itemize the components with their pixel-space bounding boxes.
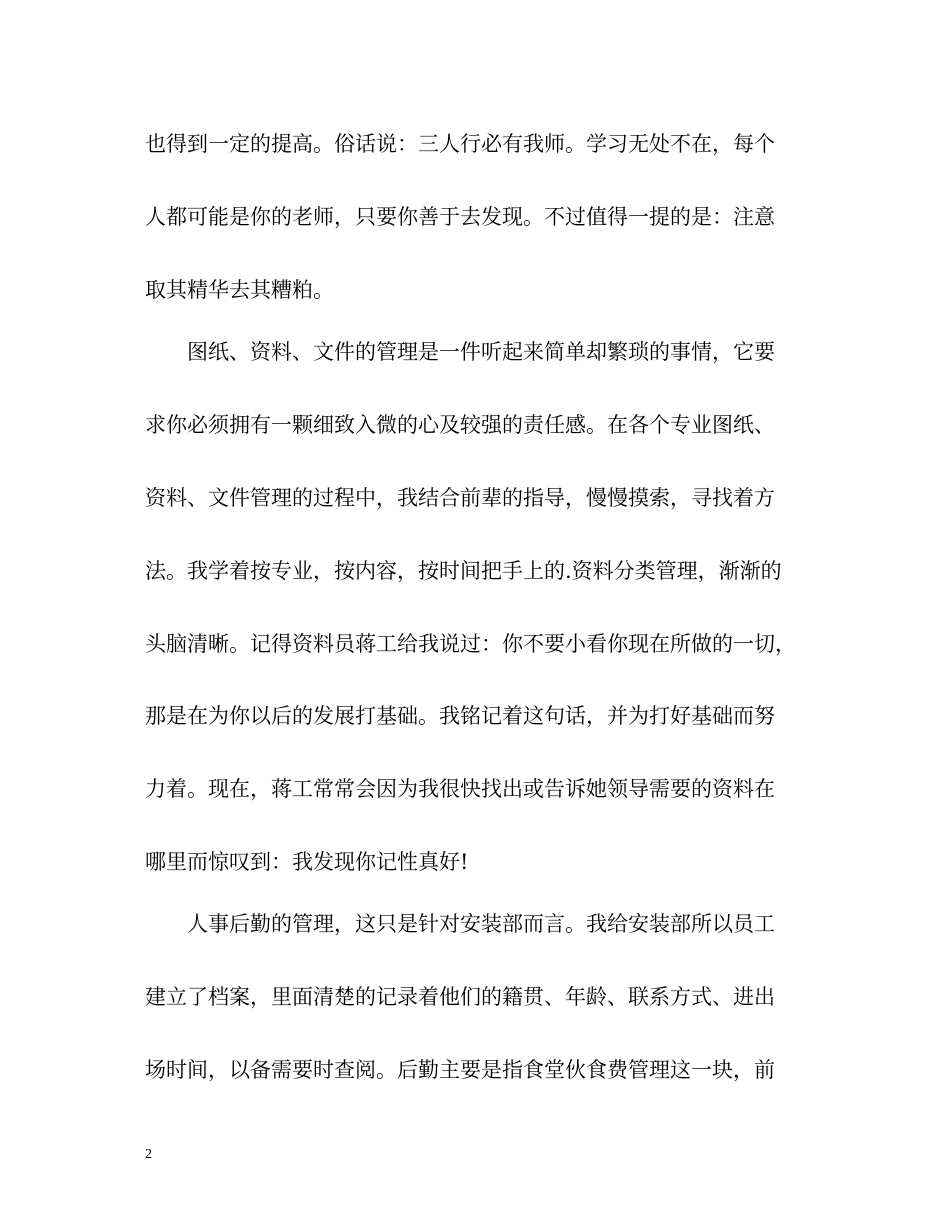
text-line: 求你必须拥有一颗细致入微的心及较强的责任感。在各个专业图纸、 [145, 413, 775, 437]
text-line: 场时间，以备需要时查阅。后勤主要是指食堂伙食费管理这一块，前 [145, 1058, 775, 1082]
text-line: 取其精华去其糟粕。 [145, 278, 334, 302]
text-line: 哪里而惊叹到：我发现你记性真好! [145, 850, 469, 874]
text-line: 那是在为你以后的发展打基础。我铭记着这句话，并为打好基础而努 [145, 704, 775, 728]
paragraph-first-line: 图纸、资料、文件的管理是一件听起来简单却繁琐的事情，它要 [187, 340, 775, 364]
page-number: 2 [145, 1147, 152, 1162]
text-line: 人都可能是你的老师，只要你善于去发现。不过值得一提的是：注意 [145, 205, 775, 229]
paragraph-first-line: 人事后勤的管理，这只是针对安装部而言。我给安装部所以员工 [187, 912, 775, 936]
text-line: 建立了档案，里面清楚的记录着他们的籍贯、年龄、联系方式、进出 [145, 985, 775, 1009]
text-line: 力着。现在，蒋工常常会因为我很快找出或告诉她领导需要的资料在 [145, 777, 775, 801]
text-line: 法。我学着按专业，按内容，按时间把手上的.资料分类管理，渐渐的 [145, 559, 782, 583]
text-line: 头脑清晰。记得资料员蒋工给我说过：你不要小看你现在所做的一切， [145, 632, 796, 656]
text-line: 也得到一定的提高。俗话说：三人行必有我师。学习无处不在，每个 [145, 132, 775, 156]
text-line: 资料、文件管理的过程中，我结合前辈的指导，慢慢摸索，寻找着方 [145, 486, 775, 510]
